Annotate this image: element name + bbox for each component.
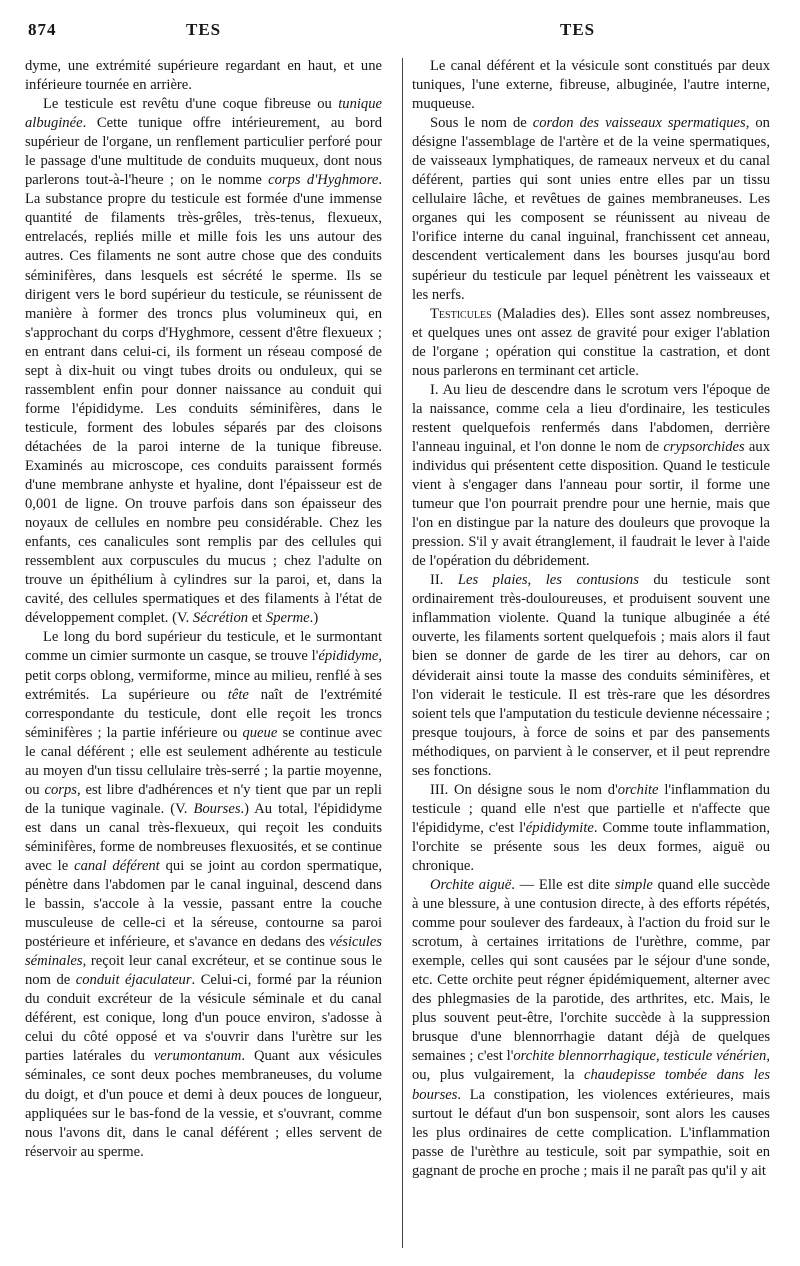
left-column bbox=[25, 57, 382, 1162]
running-head-right: TES bbox=[560, 20, 596, 39]
paragraph: dyme, une extrémité supérieure regardant en haut, et une inférieure tournée en arrière. bbox=[25, 58, 382, 94]
paragraph: II. Les plaies, les contusions du testicule sont ordinairement très-douloureuses, et produisent souvent une inflammation violente. Quand la tunique albuginée a été ouverte, les filaments sortent quelquefois ; mais alors il faut bien se donner de garde de les tirer au dehors, car on déviderait ainsi toute la masse des conduits séminifères, et l'on viderait le testicule. Il est très-rare que les désordres soient tels que l'amputation du testicule devienne nécessaire ; presque toujours, à force de soins et par des pansements méthodiques, on parvient à le conserver, et il peut reprendre ses fonctions. bbox=[412, 572, 770, 779]
paragraph: III. On désigne sous le nom d'orchite l'inflammation du testicule ; quand elle n'est que partielle et n'affecte que l'épididyme, c'est l'épididymite. Comme toute inflammation, l'orchite se présente sous les deux formes, aiguë ou chronique. bbox=[412, 781, 771, 874]
paragraph: Le canal déférent et la vésicule sont constitués par deux tuniques, l'une externe, fibreuse, albuginée, l'autre interne, muqueuse. bbox=[412, 58, 770, 113]
right-column bbox=[412, 57, 770, 1181]
paragraph: Le testicule est revêtu d'une coque fibreuse ou tunique albuginée. Cette tunique offre intérieurement, au bord supérieur de l'organe, un renflement particulier perforé pour le passage d'une multitude de conduits muqueux, dont nous parlerons tout-à-l'heure ; on le nomme corps d'Hyghmore. La substance propre du testicule est formée d'une immense quantité de filaments très-grêles, très-tenus, flexueux, entrelacés, repliés mille et mille fois les uns autour des autres. Ces filaments ne sont autre chose que des conduits séminifères, dans lesquels est sécrété le sperme. Ils se dirigent vers le bord supérieur du testicule, se réunissent de manière à former des troncs plus volumineux qui, en s'approchant du corps d'Hyghmore, cessent d'être flexueux ; en entrant dans celui-ci, ils forment un réseau composé de sept à dix-huit ou vingt tubes droits ou onduleux, qui se rassemblent enfin pour donner naissance au conduit qui forme l'épididyme. Les conduits séminifères, dans le testicule, forment des lobules séparés par des cloisons détachées de la paroi interne de la tunique fibreuse. Examinés au microscope, ces conduits paraissent formés d'une membrane anhyste et hyaline, dont l'épaisseur est de 0,001 de ligne. On trouve parfois dans son épaisseur des noyaux de cellules en nombre peu considérable. Chez les enfants, ces canalicules sont remplis par des cellules qui ressemblent aux corpuscules du mucus ; chez l'adulte on trouve un épithélium à cylindres sur la paroi, et, dans la cavité, des cellules spermatiques et des filaments à l'état de développement complet. (V. Sécrétion et Sperme.) bbox=[25, 96, 383, 627]
paragraph: Le long du bord supérieur du testicule, et le surmontant comme un cimier surmonte un casque, se trouve l'épididyme, petit corps oblong, vermiforme, mince au milieu, renflé à ses extrémités. La supérieure ou tête naît de l'extrémité correspondante du testicule, dont elle reçoit les troncs séminifères ; la partie inférieure ou queue se continue avec le canal déférent ; elle est seulement adhérente au testicule au moyen d'un tissu cellulaire très-serré ; la partie moyenne, ou corps, est libre d'adhérences et n'y tient que par un repli de la tunique vaginale. (V. Bourses.) Au total, l'épididyme est dans un canal très-flexueux, qui reçoit les conduits séminifères, forme de nombreuses flexuosités, et se continue avec le canal déférent qui se joint au cordon spermatique, pénètre dans l'abdomen par le canal inguinal, descend dans le bassin, s'accole à la vessie, passant entre la couche musculeuse de celle-ci et la séreuse, contourne sa paroi postérieure et inférieure, et s'avance en dedans des vésicules séminales, reçoit leur canal excréteur, et se continue sous le nom de conduit éjaculateur. Celui-ci, formé par la réunion du conduit excréteur de la vésicule séminale et du canal déférent, est conique, long d'un pouce environ, s'adosse à celui du côté opposé et va s'ouvrir dans l'urètre sur les parties latérales du verumontanum. Quant aux vésicules séminales, ce sont deux poches membraneuses, du volume du doigt, et d'un pouce et demi à deux pouces de longueur, appliquées sur le bas-fond de la vessie, et s'ouvrant, comme nous l'avons dit, dans le canal déférent ; elles servent de réservoir au sperme. bbox=[25, 629, 383, 1160]
running-head-left: TES bbox=[186, 20, 222, 39]
paragraph: I. Au lieu de descendre dans le scrotum vers l'époque de la naissance, comme cela a lieu d'ordinaire, les testicules restent quelquefois renfermés dans l'abdomen, derrière l'anneau inguinal, et l'on donne le nom de crypsorchides aux individus qui présentent cette disposition. Quand le testicule vient à s'engager dans l'anneau pour sortir, il forme une tumeur que l'on pourrait prendre pour une hernie, mais que l'on en distingue par la nature des douleurs que provoque la pression. S'il y avait étranglement, il faudrait le lever à l'aide de l'opération du débridement. bbox=[412, 381, 770, 570]
paragraph: Testicules (Maladies des). Elles sont assez nombreuses, et quelques unes ont assez de gravité pour exiger l'ablation de l'organe ; opération qui constitue la castration, et dont nous parlerons en terminant cet article. bbox=[412, 305, 770, 379]
paragraph: Orchite aiguë. — Elle est dite simple quand elle succède à une blessure, à une contusion directe, à des efforts répétés, comme pour soulever des fardeaux, à l'action du froid sur le scrotum, à certaines irritations de l'urèthre, comme, par exemple, celles qui sont causées par le séjour d'une sonde, etc. Cette orchite peut régner épidémiquement, alterner avec des phlegmasies de la parotide, des arthrites, etc. Mais, le plus souvent peut-être, l'orchite succède à la suppression brusque d'une blennorrhagie datant déjà de quelques semaines ; c'est l'orchite blennorrhagique, testicule vénérien, ou, plus vulgairement, la chaudepisse tombée dans les bourses. La constipation, les violences extérieures, mais surtout le défaut d'un bon suspensoir, sont alors les causes les plus ordinaires de cette complication. L'inflammation passe de l'urèthre au testicule, soit par sympathie, soit en gagnant de proche en proche ; mais il ne paraît pas qu'il y ait bbox=[412, 877, 771, 1179]
page-number: 874 bbox=[28, 20, 57, 39]
paragraph: Sous le nom de cordon des vaisseaux spermatiques, on désigne l'assemblage de l'artère et de la veine spermatiques, de vaisseaux lymphatiques, de rameaux nerveux et du canal déférent, parties qui sont unies entre elles par un tissu cellulaire lâche, et revêtues de gaines membraneuses. Les organes qui les composent se réunissent au niveau de l'orifice interne du canal inguinal, franchissent cet anneau, descendent verticalement dans les bourses jusqu'au bord supérieur du testicule par lequel pénètrent les vaisseaux et les nerfs. bbox=[412, 115, 770, 303]
column-divider bbox=[402, 58, 403, 1248]
